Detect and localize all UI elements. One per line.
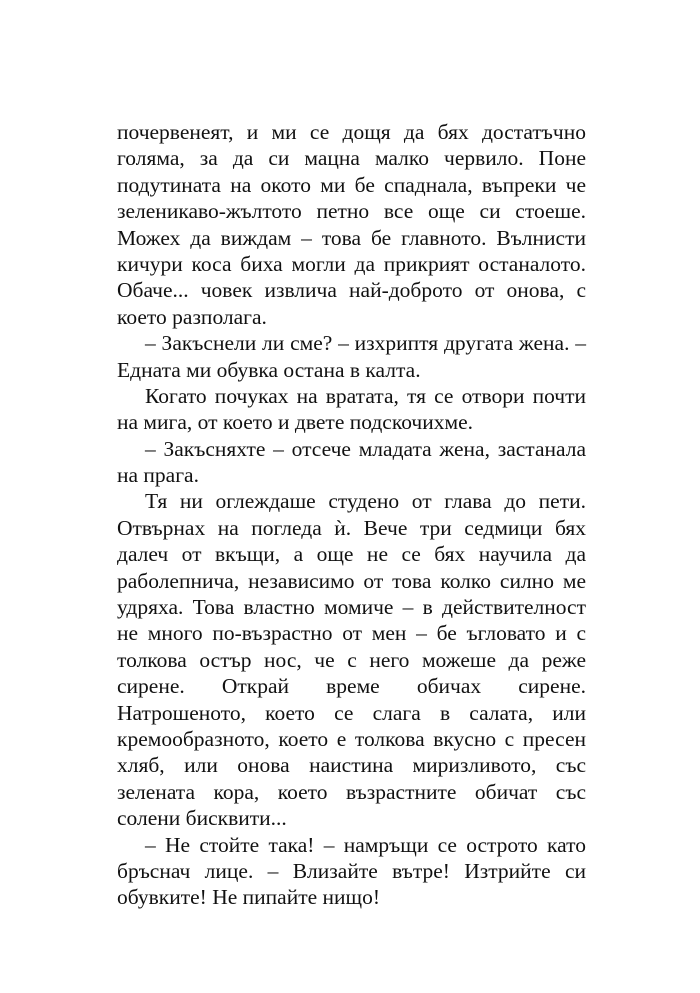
text-line: Когато почуках на вратата, тя се отвори почти [145,383,586,408]
text-line: зеленикаво-жълтото петно все още си стоеше. [117,199,586,224]
text-line: което разполага. [117,304,267,329]
text-line: толкова остър нос, че с него можеше да реже [117,647,586,672]
text-line: солени бисквити... [117,806,287,831]
text-line: кремообразното, което е толкова вкусно с пресен [117,726,586,751]
text-line: бръснач лице. – Влизайте вътре! Изтрийте си [117,858,586,883]
text-line: на мига, от което и двете подскочихме. [117,410,473,435]
text-line: – Закъснели ли сме? – изхриптя другата жена. – [145,331,586,356]
text-line: удряха. Това властно момиче – в действителност [117,595,586,620]
text-line: подутината на окото ми бе спаднала, въпреки че [117,172,586,197]
text-line: Тя ни оглеждаше студено от глава до пети. [145,489,586,514]
text-line: Отвърнах на погледа ѝ. Вече три седмици бях [117,515,586,540]
text-line: раболепнича, независимо от това колко силно ме [117,568,586,593]
text-line: – Не стойте така! – намръщи се острото като [145,832,586,857]
text-line: не много по-възрастно от мен – бе ъгловато и с [117,621,586,646]
body-text [117,119,586,911]
text-line: кичури коса биха могли да прикрият останалото. [117,251,586,276]
text-line: хляб, или онова наистина миризливото, със [117,753,586,778]
text-line: Можех да виждам – това бе главното. Вълнисти [117,225,586,250]
text-line: сирене. Открай време обичах сирене. [117,674,586,699]
text-line: Обаче... човек извлича най-доброто от онова, с [117,278,586,303]
text-line: на прага. [117,463,199,488]
text-line: Едната ми обувка остана в калта. [117,357,421,382]
text-line: обувките! Не пипайте нищо! [117,885,380,910]
text-line: – Закъсняхте – отсече младата жена, застанала [145,436,586,461]
text-line: далеч от вкъщи, а още не се бях научила да [117,542,586,567]
text-line: почервенеят, и ми се дощя да бях достатъчно [117,120,586,144]
text-line: Натрошеното, което се слага в салата, или [117,700,586,725]
text-line: голяма, за да си мацна малко червило. Поне [117,146,586,171]
text-line: зелената кора, което възрастните обичат със [117,779,586,804]
